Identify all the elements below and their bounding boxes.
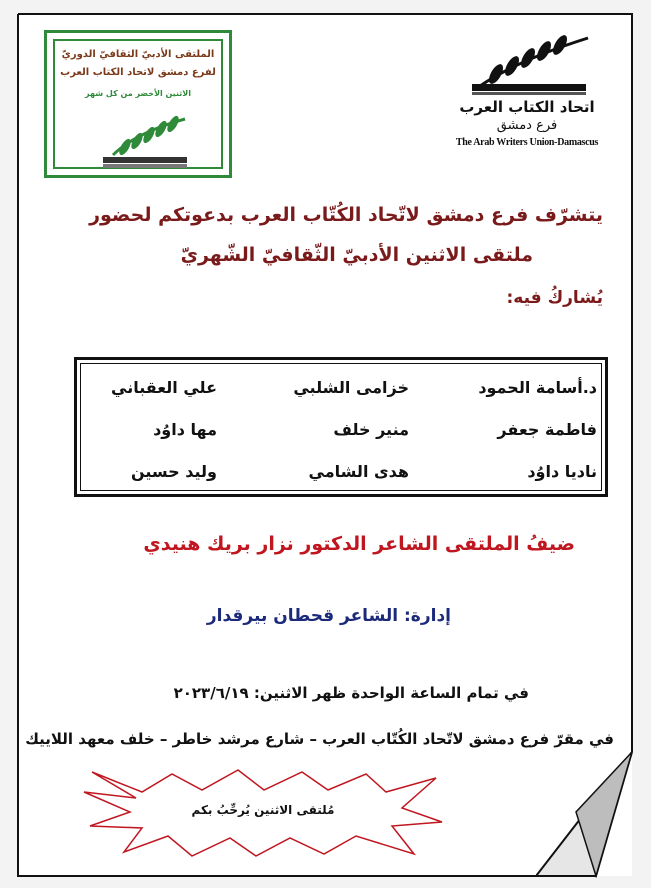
org-name-arabic: اتحاد الكتاب العرب	[459, 98, 595, 116]
welcome-message: مُلتقى الاثنين يُرحِّبُ بكم	[191, 803, 335, 817]
participant-name: هدى الشامي	[308, 462, 409, 481]
forum-logo-line1: الملتقى الأدبيّ الثقافيّ الدوريّ	[61, 49, 215, 60]
participants-row	[81, 462, 601, 492]
participants-row	[81, 420, 601, 450]
invitation-line2: ملتقى الاثنين الأدبيّ الثّقافيّ الشّهريّ	[180, 244, 533, 266]
event-venue: في مقرّ فرع دمشق لاتّحاد الكُتّاب العرب – شارع مرشد خاطر – خلف معهد اللاييك	[25, 730, 614, 748]
participant-name: خزامى الشلبي	[293, 378, 409, 397]
invitation-line1: يتشرّف فرع دمشق لاتّحاد الكُتّاب العرب بدعوتكم لحضور	[89, 204, 603, 226]
forum-logo-line2: لفرع دمشق لاتحاد الكتاب العرب	[60, 67, 216, 78]
forum-logo	[44, 30, 232, 178]
branch-name-arabic: فرع دمشق	[496, 118, 558, 133]
participant-name: وليد حسين	[130, 462, 217, 481]
event-time: في تمام الساعة الواحدة ظهر الاثنين: ٢٠٢٣/٦/١٩	[173, 684, 529, 702]
participants-label: يُشاركُ فيه:	[506, 288, 603, 308]
participant-name: مها داوُد	[153, 420, 217, 439]
participant-name: فاطمة جعفر	[497, 420, 597, 439]
participants-box	[74, 357, 608, 497]
quill-book-icon	[95, 113, 195, 173]
page-curl	[536, 752, 636, 878]
participant-name: د.أسامة الحمود	[478, 378, 597, 397]
forum-logo-line3: الاثنين الأخضر من كل شهر	[85, 89, 191, 98]
participant-name: علي العقباني	[111, 378, 217, 397]
participants-row	[81, 378, 601, 408]
participant-name: منير خلف	[333, 420, 409, 439]
union-logo	[432, 30, 622, 160]
guest-of-honor: ضيفُ الملتقى الشاعر الدكتور نزار بريك هنيدي	[143, 533, 575, 555]
org-name-english: The Arab Writers Union-Damascus	[455, 137, 599, 148]
participant-name: ناديا داوُد	[527, 462, 597, 481]
moderator: إدارة: الشاعر قحطان بيرقدار	[206, 606, 451, 626]
quill-book-icon	[458, 30, 598, 96]
